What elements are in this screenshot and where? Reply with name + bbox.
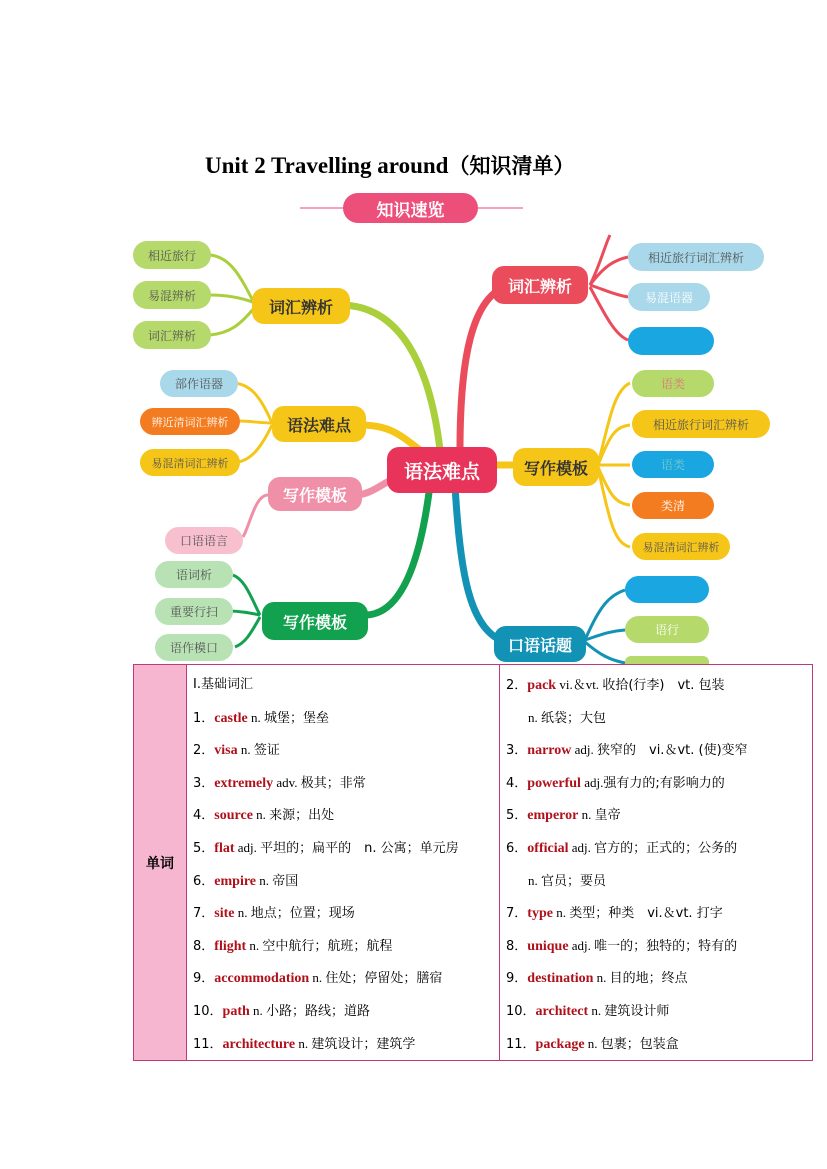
vocab-pos: n. [309,970,326,986]
vocab-table [133,664,813,1061]
vocab-definition: 建筑设计师 [604,1003,670,1019]
leaf-right-1-a: 相近旅行词汇辨析 [628,243,764,271]
title-english: Unit 2 Travelling around [205,153,449,178]
vocab-entry [193,930,499,963]
vocab-number: 5． [506,808,528,824]
vocab-number: 2． [506,678,528,693]
vocab-pos: n. [588,1002,605,1018]
vocab-entry [506,1028,812,1061]
vocab-pos: n. [249,1002,267,1018]
vocab-pos: n. [247,709,264,725]
vocab-definition: 签证 [253,743,280,759]
vocab-number: 10． [193,1003,223,1019]
vocab-word: extremely [214,775,274,791]
vocab-number: 9． [193,971,215,987]
vocab-number: 8． [506,938,528,954]
vocab-number: 4． [193,808,215,824]
leaf-left-1-c: 词汇辨析 [133,321,211,349]
vocab-definition: 唯一的；独特的；特有的 [594,938,738,954]
vocab-number: 9． [506,971,528,987]
vocab-word: architect [535,1003,589,1019]
vocab-definition: 建筑设计；建筑学 [311,1036,416,1052]
vocab-number: 3． [506,743,528,759]
vocab-entry [506,962,812,995]
vocab-definition: 空中航行；航班；航程 [262,938,393,954]
leaf-right-2-c: 语类 [632,451,714,478]
vocab-number: 5． [193,840,215,856]
vocab-definition: 包裹；包装盒 [600,1036,679,1052]
leaf-left-4-a: 语词析 [155,561,233,588]
vocab-definition: 目的地；终点 [609,971,688,987]
vocab-pos: n. [237,742,254,758]
vocab-number: 6． [193,873,215,889]
vocab-definition: 住处；停留处；膳宿 [325,971,443,987]
vocab-entry [193,702,499,735]
leaf-right-1-b: 易混语器 [628,283,710,311]
leaf-left-4-b: 重要行扫 [155,598,233,625]
vocab-right-column [500,665,813,1061]
vocab-word: empire [214,873,257,889]
vocab-definition: 平坦的；扁平的 n. 公寓；单元房 [260,840,459,856]
vocab-word: powerful [527,775,581,791]
vocab-left-column [187,665,500,1061]
vocab-number: 11． [506,1036,536,1052]
vocab-definition: 极其；非常 [300,775,366,791]
branch-left-writing-2: 写作模板 [262,602,368,640]
vocab-pos: adj. [580,774,604,790]
vocab-entry [193,832,499,865]
vocab-entry [506,832,812,865]
vocab-pos: adv. [273,774,301,790]
vocab-pos: n. [528,709,541,725]
vocab-word: flight [214,938,247,954]
vocab-entry [506,799,812,832]
vocab-number: 10． [506,1003,536,1019]
vocab-definition: 官方的；正式的；公务的 [594,840,738,856]
leaf-left-2-b: 辨近清词汇辨析 [140,408,240,435]
vocab-pos: n. [256,872,273,888]
vocab-definition: 帝国 [272,873,299,889]
vocab-entry [506,734,812,767]
leaf-left-2-c: 易混清词汇辨析 [140,449,240,476]
mindmap-banner: 知识速览 [343,193,478,223]
leaf-right-2-b: 相近旅行词汇辨析 [632,410,770,438]
vocab-pos: adj. [234,839,261,855]
vocab-pos: adj. [568,839,595,855]
leaf-left-2-a: 部作语器 [160,370,238,397]
vocab-entry [506,897,812,930]
vocab-number: 11． [193,1036,223,1052]
vocab-entry [193,897,499,930]
vocab-pos: adj. [571,742,597,758]
vocab-word: emperor [527,808,579,824]
vocab-pos: n. [234,905,251,921]
vocab-word: source [214,808,253,824]
vocab-entry [506,767,812,800]
vocab-definition: 城堡；堡垒 [263,710,329,726]
vocab-entry [506,930,812,963]
vocab-entry [193,734,499,767]
branch-right-writing: 写作模板 [513,448,599,486]
vocab-definition: 地点；位置；现场 [250,906,355,922]
title-chinese: （知识清单） [448,154,575,178]
leaf-right-3-b: 语行 [625,616,709,643]
vocab-word: path [222,1003,250,1019]
vocab-number: 6． [506,840,528,856]
vocab-category: 单词 [134,665,187,1061]
leaf-left-1-b: 易混辨析 [133,281,211,309]
leaf-right-2-d: 类清 [632,492,714,519]
vocab-word: package [535,1036,585,1052]
vocab-definition: 来源；出处 [269,808,335,824]
vocab-pos: adj. [568,937,595,953]
vocab-word: destination [527,971,594,987]
branch-left-writing-1: 写作模板 [268,477,362,511]
vocab-number: 7． [506,906,528,922]
vocab-pos: n. [252,807,270,823]
leaf-left-1-a: 相近旅行 [133,241,211,269]
vocab-entry [193,995,499,1028]
branch-right-oral: 口语话题 [494,626,586,662]
vocab-number: 3． [193,775,215,791]
vocab-definition: 强有力的;有影响力的 [603,775,725,791]
vocab-word: site [214,906,235,922]
page-title [205,150,574,180]
vocab-definition: 狭窄的 vi.＆vt. (使)变窄 [597,743,748,759]
vocab-pos: n. [246,937,263,953]
vocab-word: accommodation [214,971,310,987]
vocab-entry [193,865,499,898]
vocab-entry [193,799,499,832]
leaf-right-2-e: 易混清词汇辨析 [632,533,730,560]
vocab-entry [193,1028,499,1061]
vocab-number: 2． [193,743,215,759]
vocab-definition: 类型；种类 vi.＆vt. 打字 [569,906,723,922]
vocab-definition: 官员；要员 [541,873,607,889]
vocab-word: pack [527,678,557,693]
vocab-left-header: I.基础词汇 [193,677,253,692]
vocab-word: castle [214,710,248,726]
vocab-entry [506,865,812,898]
vocab-pos: vi.＆vt. [556,677,603,692]
vocab-definition: 纸袋；大包 [541,710,607,726]
branch-right-vocab: 词汇辨析 [492,266,588,304]
vocab-pos: n. [552,905,570,921]
mindmap-center-node: 语法难点 [387,447,497,493]
vocab-word: unique [527,938,569,954]
vocab-word: flat [214,840,235,856]
vocab-number: 4． [506,775,528,791]
vocab-entry [193,962,499,995]
vocab-number: 8． [193,938,215,954]
leaf-left-3-a: 口语语言 [165,527,243,554]
vocab-pos: n. [584,1035,601,1051]
vocab-entry [193,767,499,800]
leaf-left-4-c: 语作模口 [155,634,233,661]
vocab-definition: 收拾(行李) vt. 包装 [602,678,725,693]
vocab-word: type [527,906,553,922]
leaf-right-3-a [625,576,709,603]
vocab-entry [506,702,812,735]
leaf-right-3-c [625,656,709,664]
leaf-right-1-c [628,327,714,355]
vocab-definition: 皇帝 [594,808,621,824]
vocab-word: visa [214,743,238,759]
leaf-right-2-a: 语类 [632,370,714,397]
vocab-word: official [527,840,569,856]
vocab-pos: n. [578,807,595,823]
branch-left-vocab: 词汇辨析 [252,288,350,324]
vocab-number: 7． [193,906,215,922]
vocab-pos: n. [528,872,541,888]
vocab-word: narrow [527,743,572,759]
vocab-word: architecture [222,1036,296,1052]
vocab-pos: n. [295,1035,312,1051]
branch-left-grammar: 语法难点 [272,406,366,442]
vocab-pos: n. [593,970,610,986]
vocab-entry [506,669,812,702]
vocab-definition: 小路；路线；道路 [266,1003,371,1019]
vocab-number: 1． [193,710,215,726]
vocab-entry [506,995,812,1028]
